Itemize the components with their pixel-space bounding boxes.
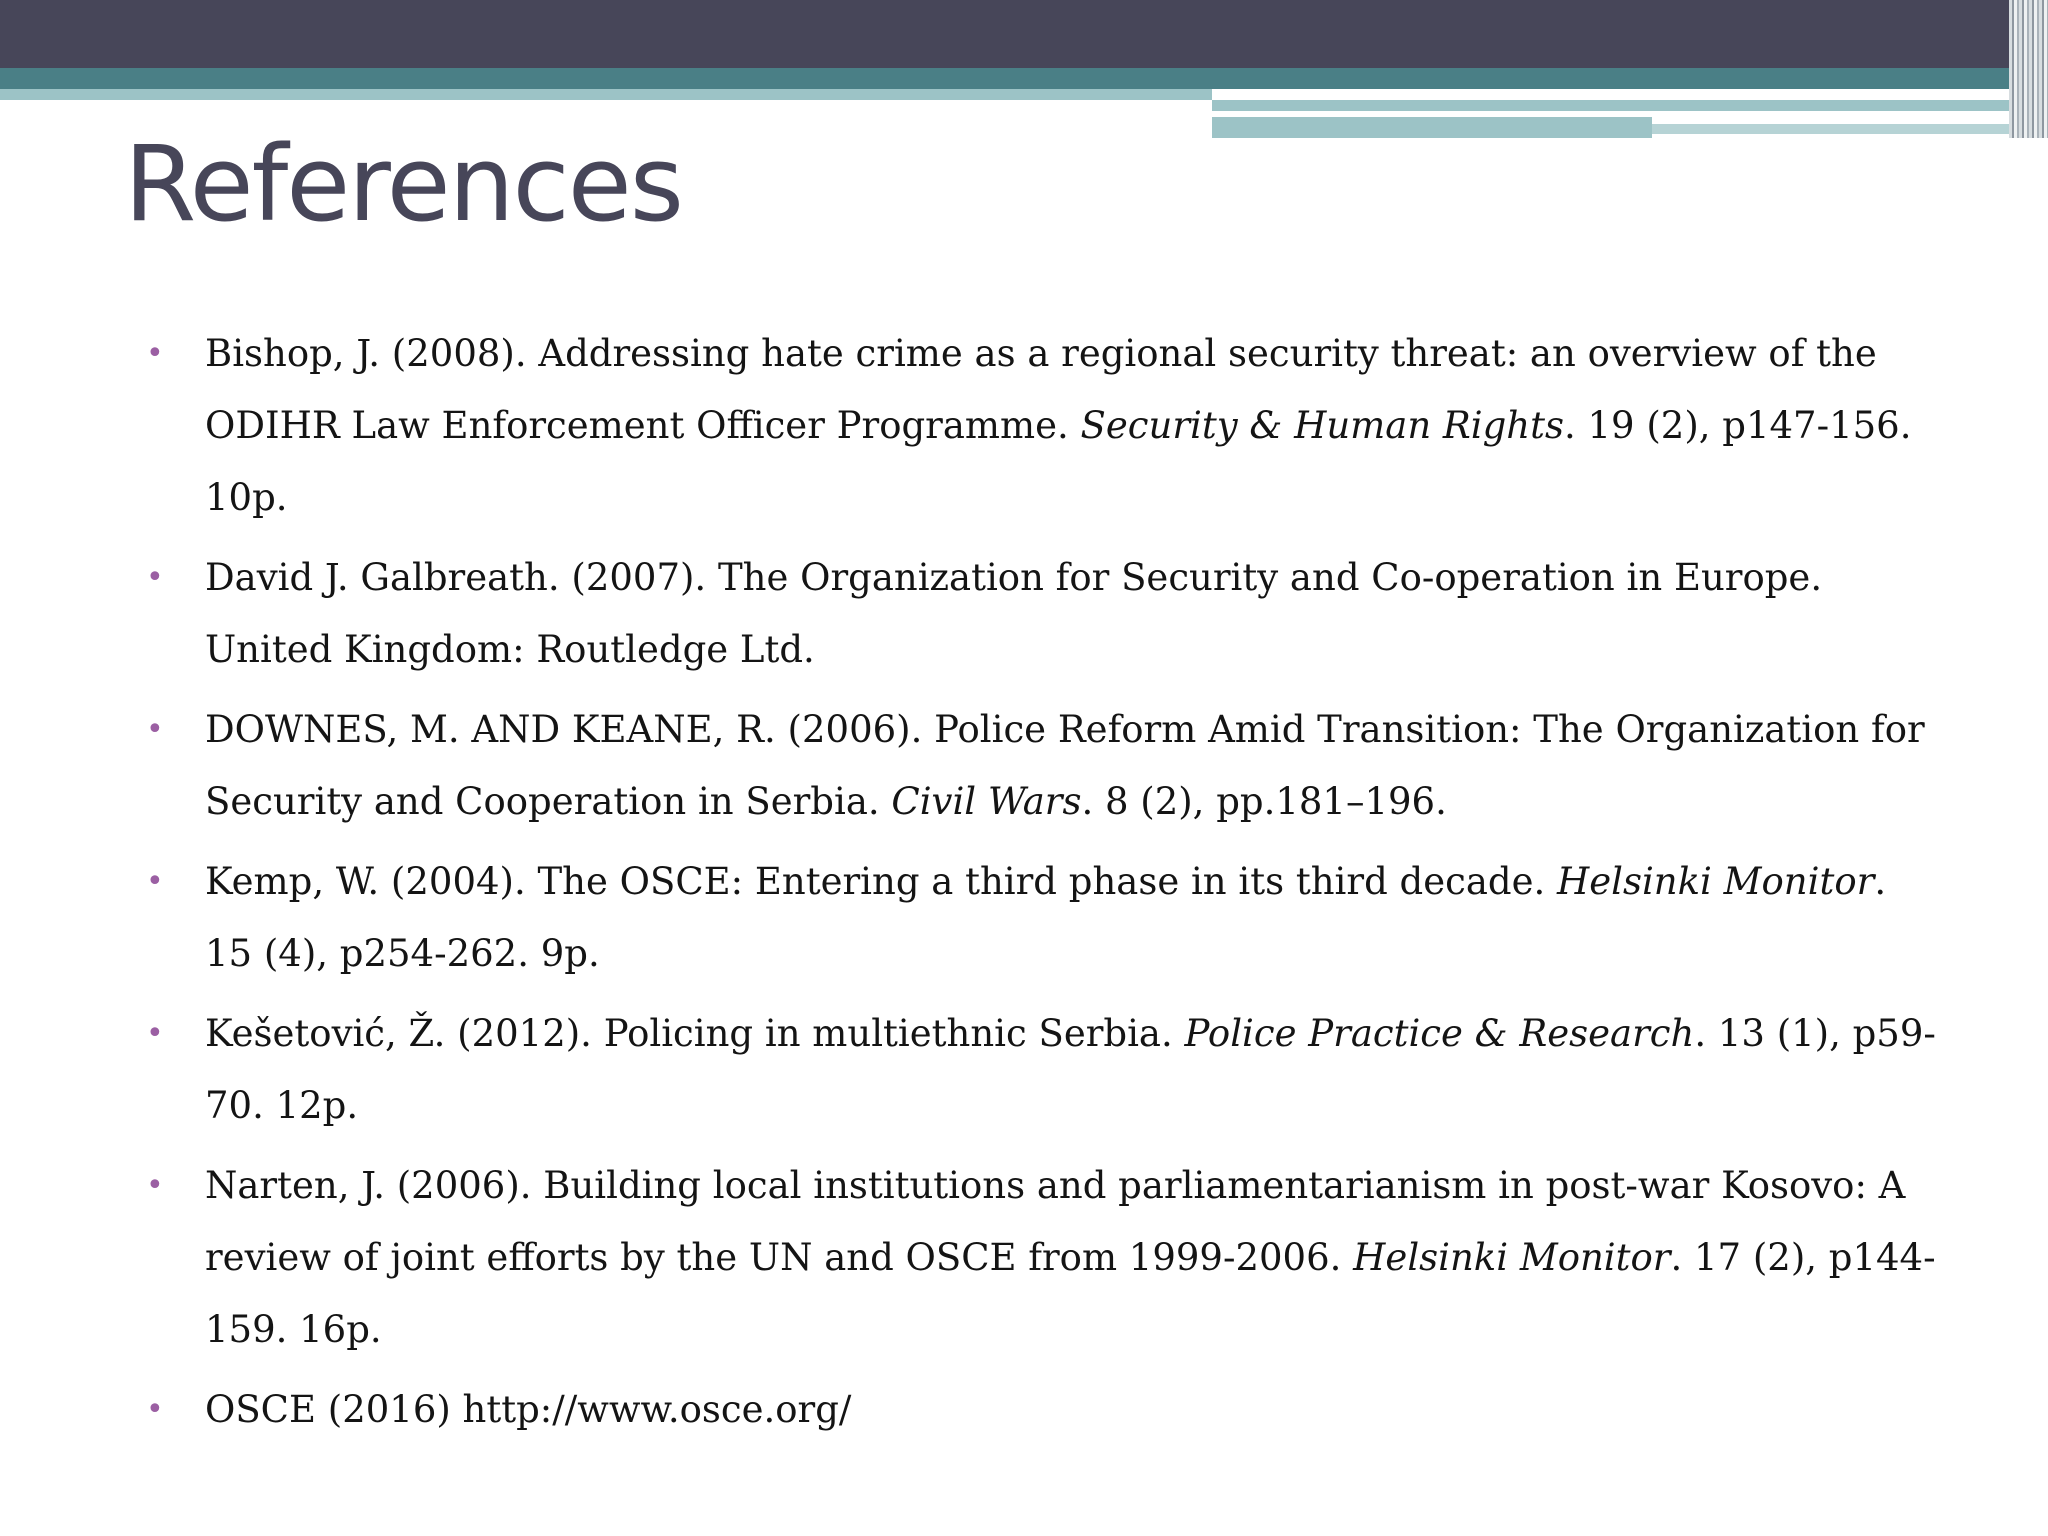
reference-text: OSCE (2016) http://www.osce.org/	[205, 1388, 852, 1431]
bullet-icon: •	[146, 336, 164, 371]
reference-item	[140, 694, 1940, 838]
bullet-icon: •	[146, 1168, 164, 1203]
header-bar-light	[0, 89, 1212, 100]
reference-item	[140, 998, 1940, 1142]
reference-journal: Police Practice & Research	[1184, 1012, 1695, 1055]
reference-journal: Security & Human Rights	[1080, 404, 1564, 447]
bullet-icon: •	[146, 712, 164, 747]
reference-item	[140, 542, 1940, 686]
page-title: References	[124, 123, 682, 245]
reference-journal: Civil Wars	[891, 780, 1082, 823]
reference-details: . 15 (4), p254-262. 9p.	[205, 860, 1887, 975]
reference-details: . 8 (2), pp.181–196.	[1081, 780, 1447, 823]
reference-text: DOWNES, M. AND KEANE, R. (2006). Police Reform Amid Transition: The Organization for Security and Cooperation in Serbia.	[205, 708, 1925, 823]
reference-text: David J. Galbreath. (2007). The Organization for Security and Co-operation in Europe. United Kingdom: Routledge Ltd.	[205, 556, 1823, 671]
references-list	[140, 318, 1940, 1454]
reference-text: Bishop, J. (2008). Addressing hate crime as a regional security threat: an overview of the ODIHR Law Enforcement Officer Programme.	[205, 332, 1877, 447]
reference-details: . 19 (2), p147-156. 10p.	[205, 404, 1912, 519]
reference-details: . 17 (2), p144-159. 16p.	[205, 1236, 1936, 1351]
reference-item	[140, 1374, 1940, 1446]
header-bar-teal	[0, 68, 2048, 89]
header-accent-bar	[1212, 100, 2009, 111]
reference-text: Kemp, W. (2004). The OSCE: Entering a third phase in its third decade.	[205, 860, 1557, 903]
reference-item	[140, 1150, 1940, 1366]
reference-item	[140, 318, 1940, 534]
header-bar-dark	[0, 0, 2048, 68]
header-stripes-decoration	[2009, 0, 2048, 138]
header-accent-bar-lower	[1212, 117, 1652, 138]
bullet-icon: •	[146, 1016, 164, 1051]
reference-journal: Helsinki Monitor	[1353, 1236, 1671, 1279]
bullet-icon: •	[146, 864, 164, 899]
reference-journal: Helsinki Monitor	[1556, 860, 1875, 903]
reference-text: Narten, J. (2006). Building local institutions and parliamentarianism in post-war Kosovo: A review of joint efforts by the UN and OSCE from 1999-2006.	[205, 1164, 1906, 1279]
reference-text: Kešetović, Ž. (2012). Policing in multiethnic Serbia.	[205, 1012, 1185, 1055]
bullet-icon: •	[146, 1392, 164, 1427]
bullet-icon: •	[146, 560, 164, 595]
reference-item	[140, 846, 1940, 990]
reference-details: . 13 (1), p59-70. 12p.	[205, 1012, 1936, 1127]
header-accent-bar-end	[1652, 124, 2009, 134]
